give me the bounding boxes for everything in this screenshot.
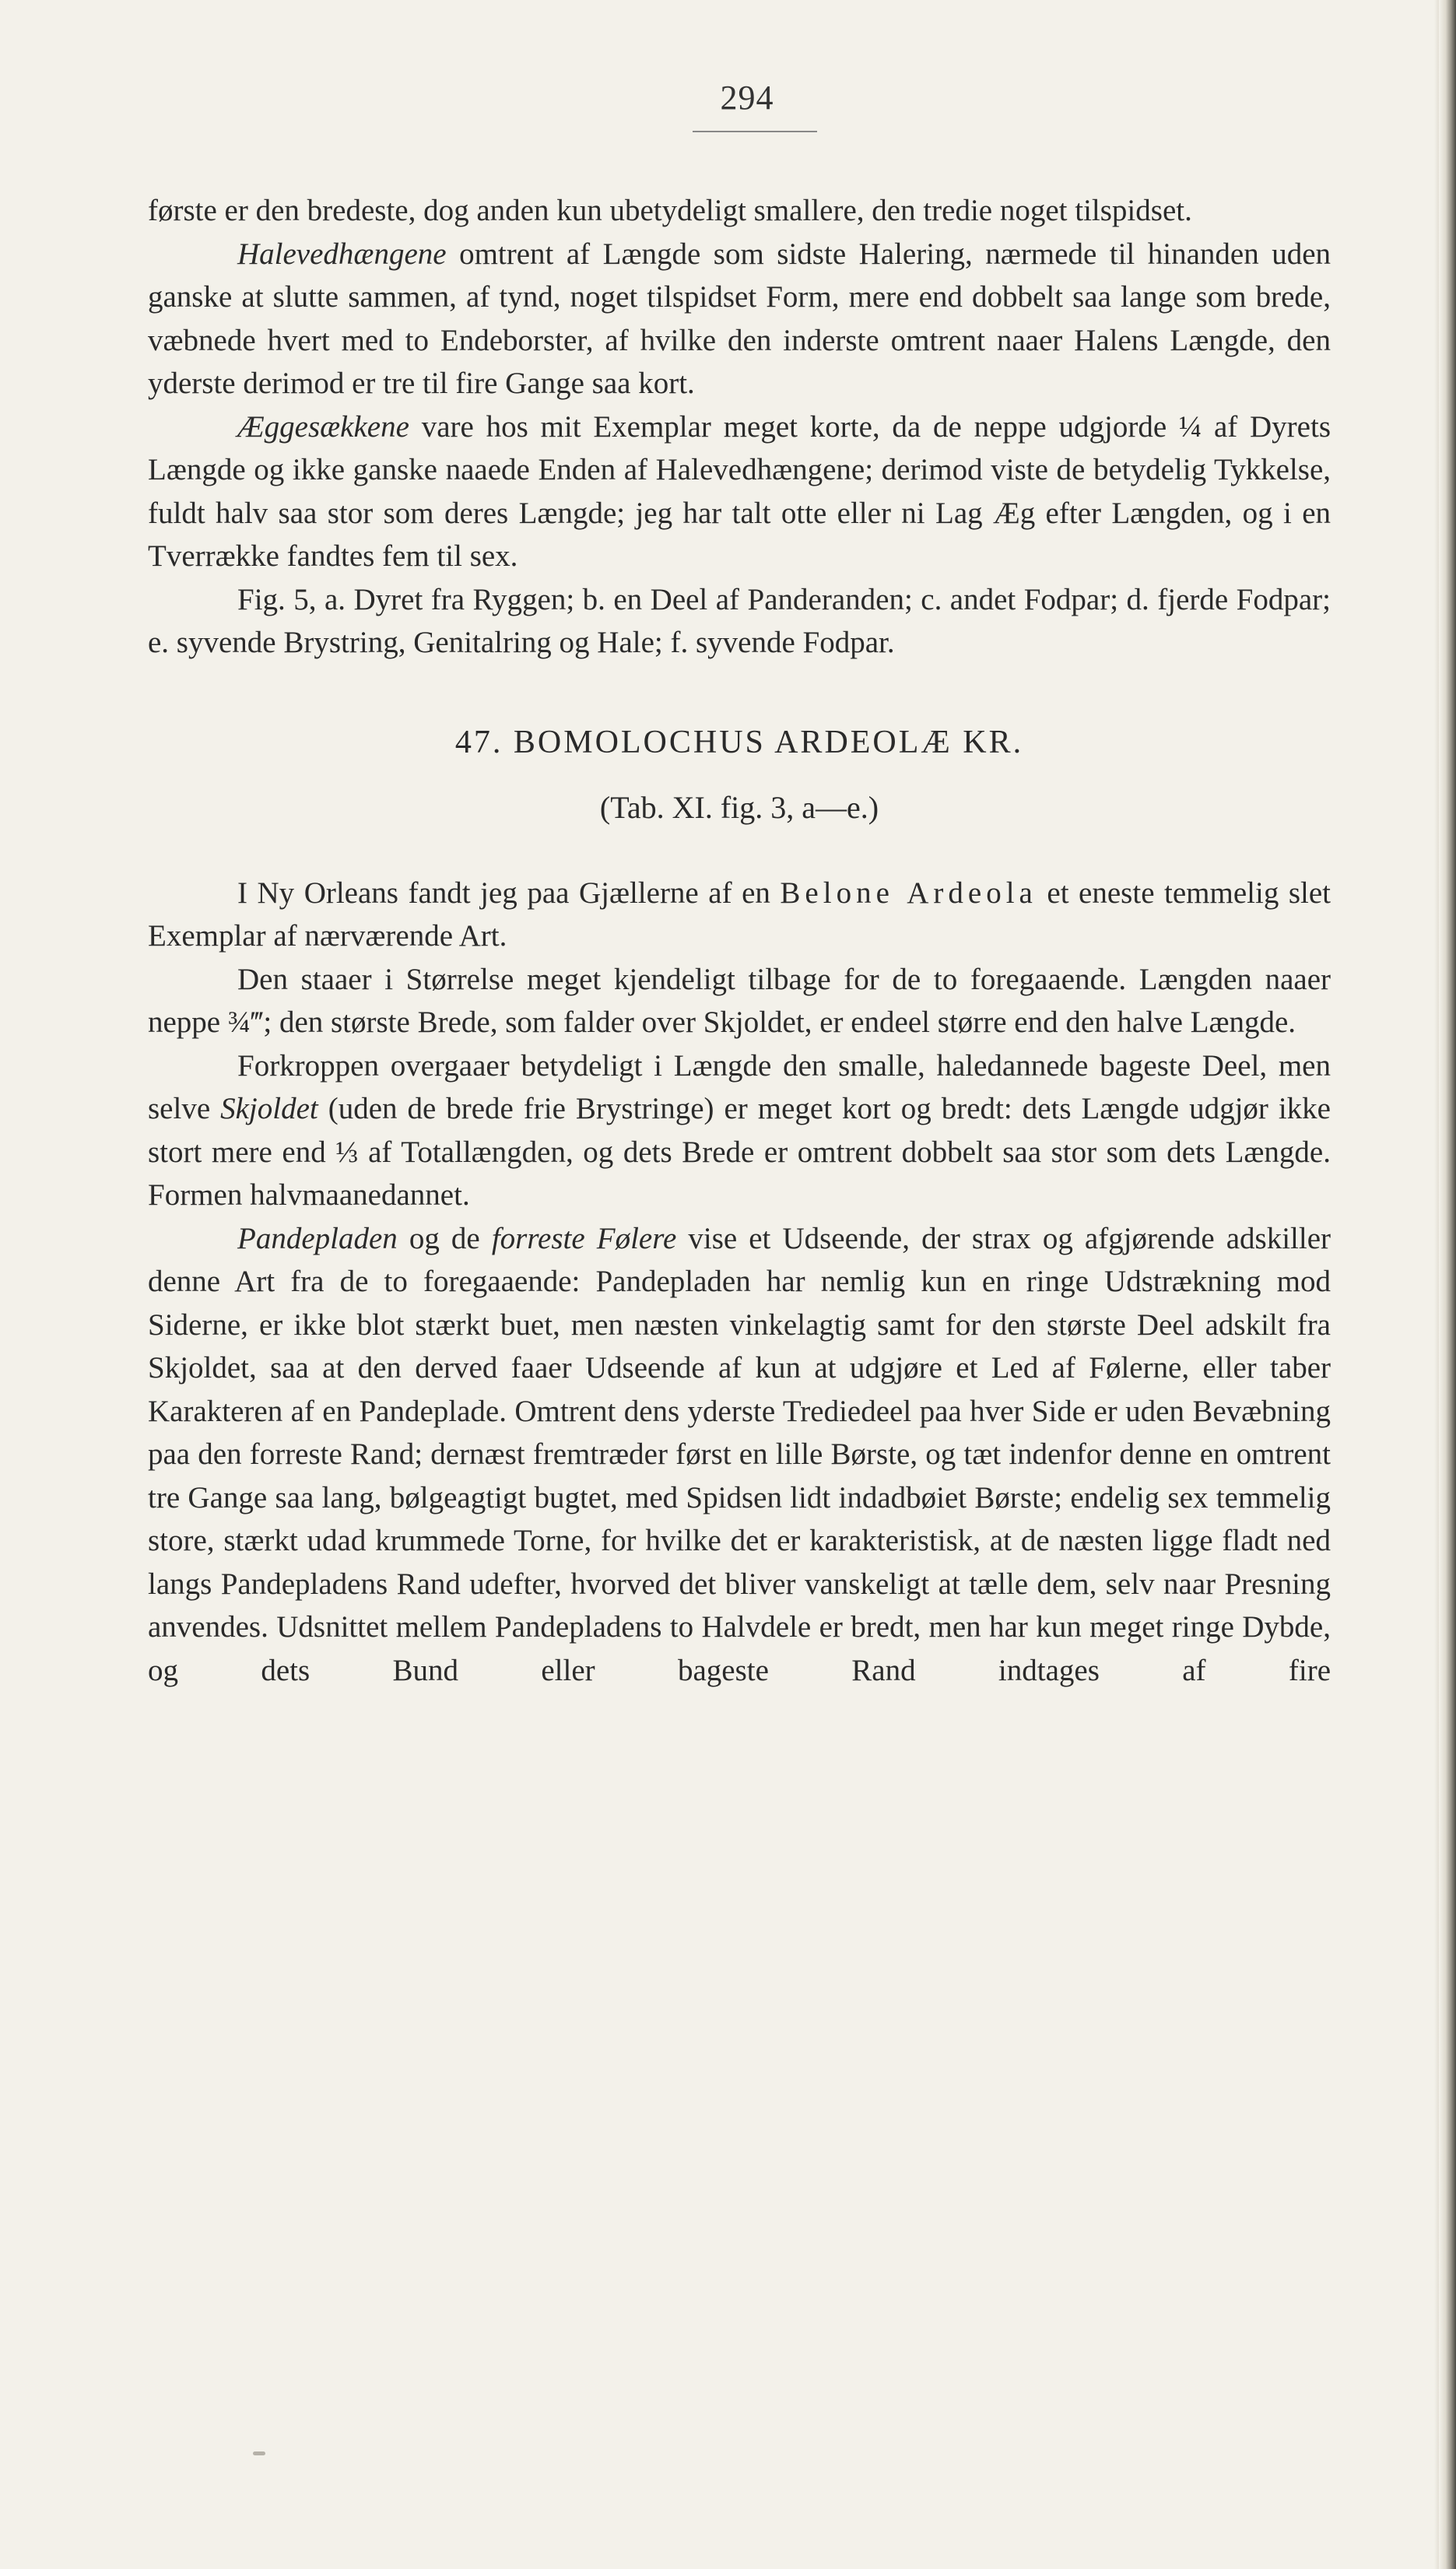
paragraph-text: omtrent af Længde som sidste Halering, nærmede til hinanden uden ganske at slutte sammen, af tynd, noget tilspidset Form, mere end dobbelt saa lange som brede, væbnede hvert med to Endeborster, af hvilke den inderste omtrent naaer Halens Længde, den yderste derimod er tre til fire Gange saa kort.	[148, 237, 1331, 400]
paragraph-text: første er den bredeste, dog anden kun ubetydeligt smallere, den tredie noget tilspidset.	[148, 194, 1192, 227]
paragraph	[148, 872, 1331, 958]
paragraph	[148, 1044, 1331, 1217]
section-heading: 47. BOMOLOCHUS ARDEOLÆ KR.	[454, 724, 1024, 760]
paragraph	[148, 405, 1331, 578]
paragraph	[148, 189, 1331, 233]
paragraph	[148, 233, 1331, 405]
paragraph-text: (uden de brede frie Brystringe) er meget kort og bredt: dets Længde udgjør ikke stort mere end ⅓ af Totallængden, og dets Brede er omtrent dobbelt saa stor som dets Længde. Formen halvmaanedannet.	[148, 1092, 1331, 1212]
species-name: Belone Ardeola	[780, 876, 1037, 910]
book-spine-edge	[1439, 0, 1456, 2569]
paragraph-text: I Ny Orleans fandt jeg paa Gjællerne af en	[237, 876, 781, 910]
paragraph-text: Den staaer i Størrelse meget kjendeligt tilbage for de to foregaaende. Længden naaer neppe ¾‴; den største Brede, som falder over Skjoldet, er endeel større end den halve Længde.	[148, 962, 1331, 1039]
body-text	[148, 189, 1331, 1692]
paragraph-text: og de	[397, 1221, 492, 1255]
paragraph-text: vare hos mit Exemplar meget korte, da de neppe udgjorde ¼ af Dyrets Længde og ikke ganske naaede Enden af Halevedhængene; derimod viste de betydelig Tykkelse, fuldt halv saa stor som deres Længde; jeg har talt otte eller ni Lag Æg efter Længden, og i en Tverrække fandtes fem til sex.	[148, 409, 1331, 573]
italic-term: forreste Følere	[491, 1221, 677, 1255]
page-number-rule	[693, 131, 817, 132]
paragraph-text: Forkroppen overgaaer betydeligt i Længde den smalle, haledannede bageste Deel, men selve	[148, 1048, 1331, 1125]
paragraph	[148, 958, 1331, 1044]
italic-term: Skjoldet	[220, 1092, 318, 1125]
ink-smudge	[253, 2451, 265, 2455]
paragraph-text: vise et Udseende, der strax og afgjørende adskiller denne Art fra de to foregaaende: Pandepladen har nemlig kun en ringe Udstrækning mod Siderne, er ikke blot stærkt buet, men næsten vinkelagtig samt for den største Deel adskilt fra Skjoldet, saa at den derved faaer Udseende af kun at udgjøre et Led af Følerne, eller taber Karakteren af en Pandeplade. Omtrent dens yderste Trediedeel paa hver Side er uden Bevæbning paa den forreste Rand; dernæst fremtræder først en lille Børste, og tæt indenfor denne en omtrent tre Gange saa lang, bølgeagtigt bugtet, med Spidsen lidt indadbøiet Børste; endelig sex temmelig store, stærkt udad krummede Torne, for hvilke det er karakteristisk, at de næsten ligge fladt ned langs Pandepladens Rand udefter, hvorved det bliver vanskeligt at tælle dem, selv naar Presning anvendes. Udsnittet mellem Pandepladens to Halvdele er bredt, men har kun meget ringe Dybde, og dets Bund eller bageste Rand indtages af fire	[148, 1221, 1331, 1687]
paragraph-text: Fig. 5, a. Dyret fra Ryggen; b. en Deel af Panderanden; c. andet Fodpar; d. fjerde Fodpar; e. syvende Brystring, Genitalring og Hale; f. syvende Fodpar.	[148, 582, 1331, 659]
page-number: 294	[720, 79, 774, 117]
section-subheading: (Tab. XI. fig. 3, a—e.)	[599, 789, 879, 825]
figure-caption	[148, 578, 1331, 665]
paragraph	[148, 1217, 1331, 1693]
italic-term: Pandepladen	[237, 1221, 398, 1255]
italic-term: Halevedhængene	[237, 237, 447, 271]
italic-term: Æggesækkene	[237, 409, 409, 444]
paragraph-text: et eneste temmelig slet Exemplar af nærværende Art.	[148, 876, 1331, 953]
